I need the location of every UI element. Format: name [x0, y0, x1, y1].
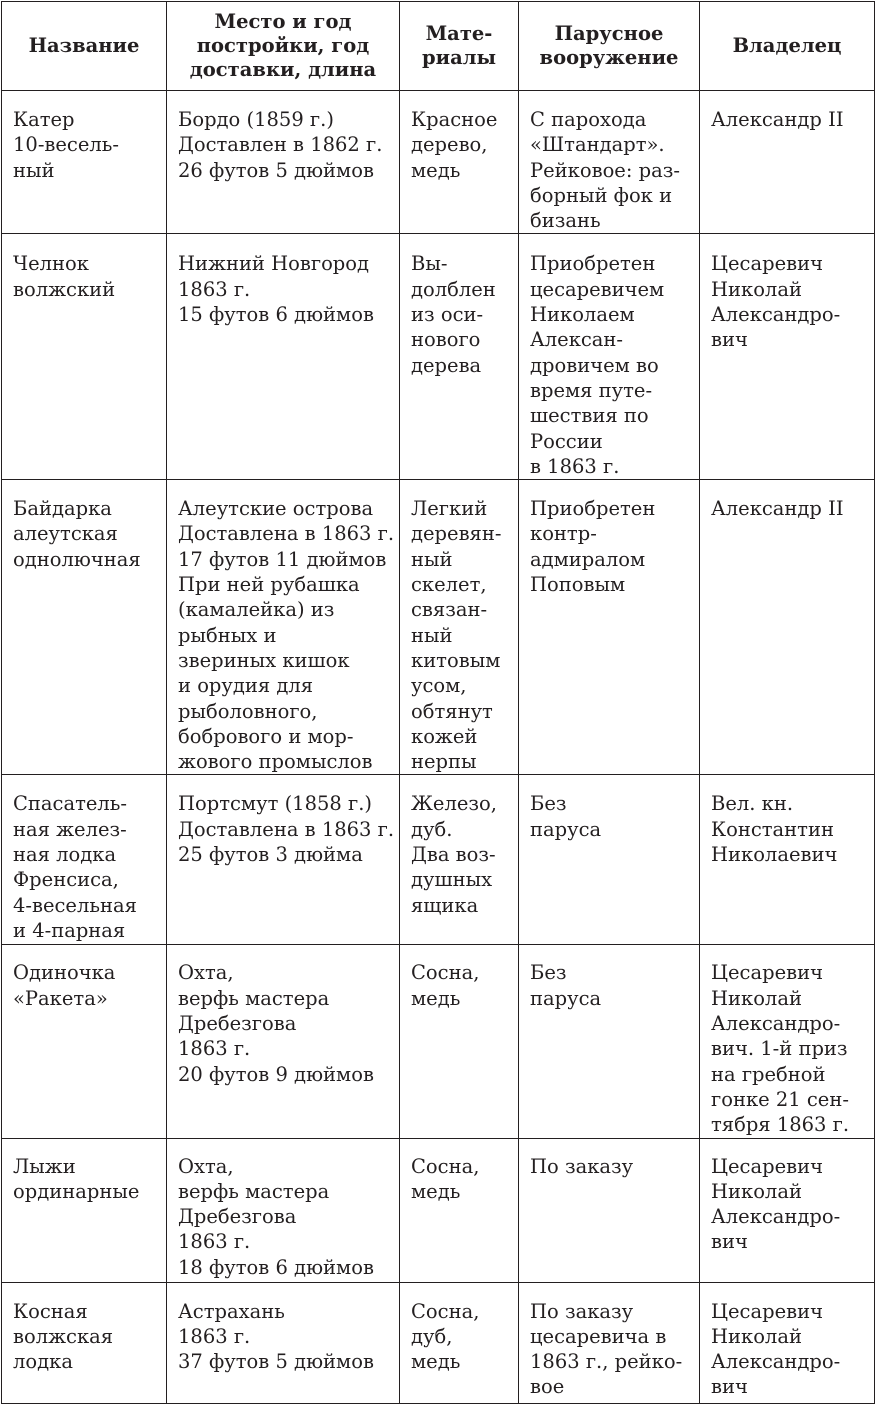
cell-name: Косная волжская лодка	[2, 1282, 167, 1403]
cell-owner: Цесаревич Николай Александро- вич	[700, 1282, 875, 1403]
cell-materials: Сосна, дуб, медь	[400, 1282, 519, 1403]
table-header-row	[2, 2, 875, 91]
cell-sail: По заказу цесаревича в 1863 г., рейко- вое	[519, 1282, 700, 1403]
cell-materials: Легкий деревян- ный скелет, связан- ный китовым усом, обтянут кожей нерпы	[400, 480, 519, 775]
header-place-year-length: Место и год постройки, год доставки, длина	[167, 2, 400, 91]
cell-owner: Цесаревич Николай Александро- вич	[700, 234, 875, 480]
header-name: Название	[2, 2, 167, 91]
table-row	[2, 234, 875, 480]
cell-sail: С парохода «Штандарт». Рейковое: раз- борный фок и бизань	[519, 91, 700, 234]
cell-owner: Цесаревич Николай Александро- вич. 1-й приз на гребной гонке 21 сен- тября 1863 г.	[700, 945, 875, 1138]
cell-materials: Красное дерево, медь	[400, 91, 519, 234]
cell-owner: Вел. кн. Константин Николаевич	[700, 775, 875, 945]
table-row	[2, 91, 875, 234]
cell-place: Охта, верфь мастера Дребезгова 1863 г. 18 футов 6 дюймов	[167, 1138, 400, 1282]
cell-sail: Без паруса	[519, 775, 700, 945]
cell-place: Бордо (1859 г.) Доставлен в 1862 г. 26 футов 5 дюймов	[167, 91, 400, 234]
header-sail-rig: Парусное вооружение	[519, 2, 700, 91]
table-row	[2, 480, 875, 775]
cell-materials: Сосна, медь	[400, 1138, 519, 1282]
table-row	[2, 1138, 875, 1282]
table-row	[2, 1282, 875, 1403]
cell-materials: Сосна, медь	[400, 945, 519, 1138]
header-owner: Владелец	[700, 2, 875, 91]
cell-name: Байдарка алеутская однолючная	[2, 480, 167, 775]
cell-sail: По заказу	[519, 1138, 700, 1282]
table-row	[2, 945, 875, 1138]
cell-name: Челнок волжский	[2, 234, 167, 480]
cell-sail: Приобретен контр- адмиралом Поповым	[519, 480, 700, 775]
cell-name: Катер 10-весель- ный	[2, 91, 167, 234]
cell-place: Портсмут (1858 г.) Доставлена в 1863 г. 25 футов 3 дюйма	[167, 775, 400, 945]
cell-place: Астрахань 1863 г. 37 футов 5 дюймов	[167, 1282, 400, 1403]
cell-owner: Александр II	[700, 91, 875, 234]
header-materials: Мате- риалы	[400, 2, 519, 91]
cell-materials: Железо, дуб. Два воз- душных ящика	[400, 775, 519, 945]
boats-table	[1, 1, 875, 1404]
cell-materials: Вы- долблен из оси- нового дерева	[400, 234, 519, 480]
cell-place: Охта, верфь мастера Дребезгова 1863 г. 20 футов 9 дюймов	[167, 945, 400, 1138]
cell-name: Спасатель- ная желез- ная лодка Френсиса, 4-весельная и 4-парная	[2, 775, 167, 945]
cell-place: Алеутские острова Доставлена в 1863 г. 17 футов 11 дюймов При ней рубашка (камалейка) из рыбных и звериных кишок и орудия для рыболовного, бобрового и мор- жового промыслов	[167, 480, 400, 775]
cell-owner: Цесаревич Николай Александро- вич	[700, 1138, 875, 1282]
table-row	[2, 775, 875, 945]
cell-owner: Александр II	[700, 480, 875, 775]
cell-sail: Приобретен цесаревичем Николаем Алексан- дровичем во время путе- шествия по России в 1863 г.	[519, 234, 700, 480]
cell-place: Нижний Новгород 1863 г. 15 футов 6 дюймов	[167, 234, 400, 480]
cell-name: Лыжи ординарные	[2, 1138, 167, 1282]
cell-name: Одиночка «Ракета»	[2, 945, 167, 1138]
cell-sail: Без паруса	[519, 945, 700, 1138]
